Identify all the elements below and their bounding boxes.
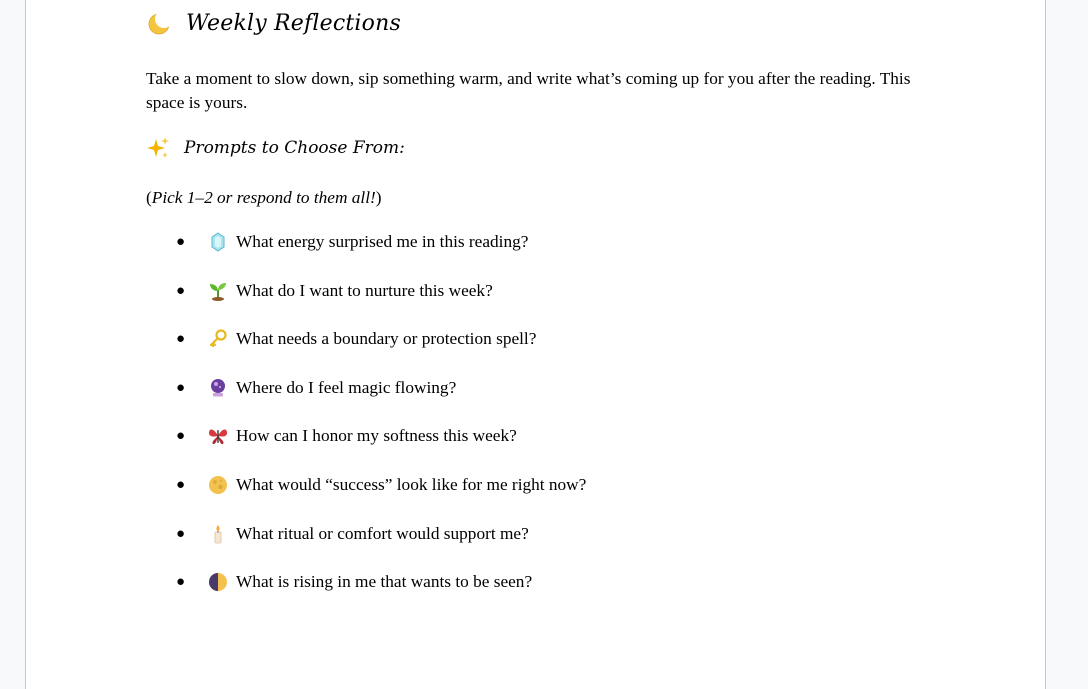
bullet: ● (176, 331, 186, 348)
document-page (25, 0, 1046, 689)
list-item (176, 472, 586, 521)
heading-title: Weekly Reflections (186, 10, 401, 36)
prompts-heading (146, 136, 405, 160)
candle-icon (208, 524, 228, 544)
prompt-text: What ritual or comfort would support me? (236, 523, 529, 543)
butterfly-icon (208, 426, 228, 446)
list-item (176, 229, 586, 278)
section-heading (146, 10, 401, 36)
bullet: ● (176, 574, 186, 591)
crystal-icon (208, 232, 228, 252)
crystal-ball-icon (208, 378, 228, 398)
prompt-text: Where do I feel magic flowing? (236, 377, 457, 397)
crescent-moon-icon (146, 10, 172, 36)
seedling-icon (208, 281, 228, 301)
prompt-text: What needs a boundary or protection spell? (236, 329, 537, 349)
prompt-text: What do I want to nurture this week? (236, 280, 493, 300)
list-item (176, 521, 586, 570)
list-item (176, 569, 586, 618)
prompt-text: How can I honor my softness this week? (236, 426, 517, 446)
prompt-list (176, 229, 586, 618)
bullet: ● (176, 379, 186, 396)
prompt-text: What is rising in me that wants to be seen? (236, 572, 533, 592)
half-moon-icon (208, 572, 228, 592)
bullet: ● (176, 282, 186, 299)
list-item (176, 326, 586, 375)
list-item (176, 423, 586, 472)
bullet: ● (176, 525, 186, 542)
bullet: ● (176, 476, 186, 493)
intro-paragraph: Take a moment to slow down, sip something warm, and write what’s coming up for you after the reading. This space is yours. (146, 69, 911, 112)
key-icon (208, 329, 228, 349)
sparkles-icon (146, 136, 170, 160)
prompts-heading-title: Prompts to Choose From: (184, 138, 405, 158)
list-item (176, 375, 586, 424)
pick-instruction: (Pick 1–2 or respond to them all!) (146, 188, 382, 207)
list-item (176, 278, 586, 327)
prompt-text: What energy surprised me in this reading? (236, 232, 529, 251)
prompt-text: What would “success” look like for me right now? (236, 474, 587, 494)
pick-instruction-text: Pick 1–2 or respond to them all! (151, 188, 376, 207)
bullet: ● (176, 234, 186, 250)
full-moon-icon (208, 475, 228, 495)
bullet: ● (176, 428, 186, 445)
